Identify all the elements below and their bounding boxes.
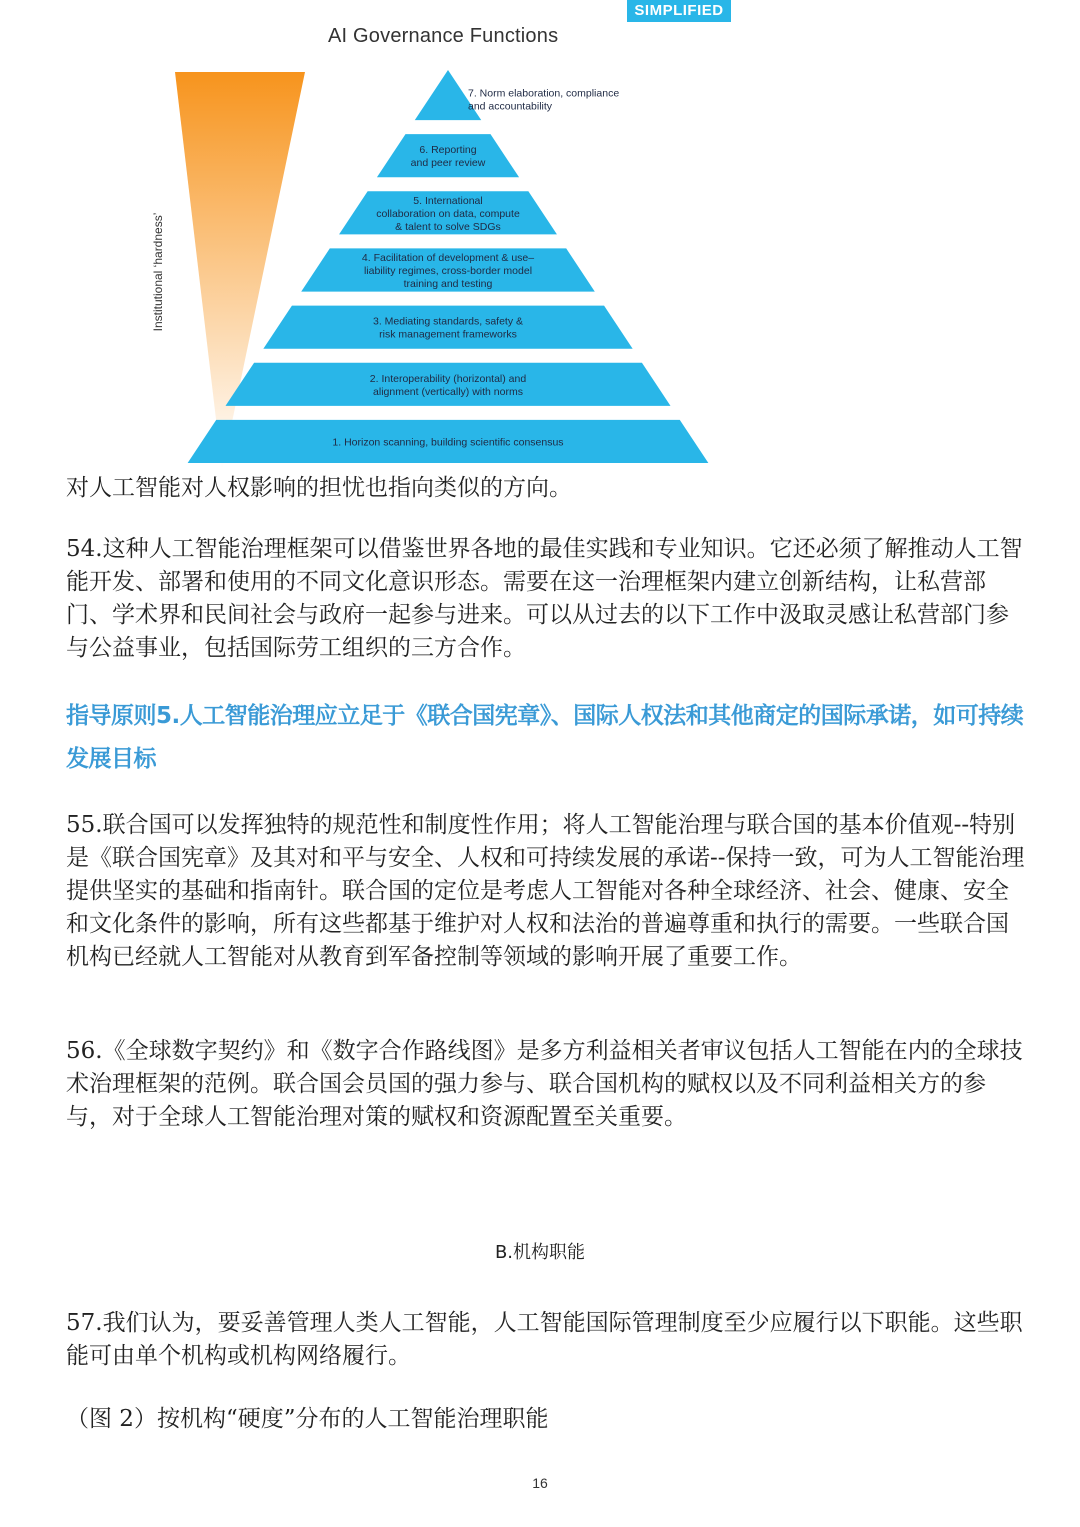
tier-3-label-line: risk management frameworks [379,328,517,341]
hardness-axis-label: Institutional ‘hardness’ [151,212,165,332]
tier-5-label-line: & talent to solve SDGs [395,220,501,233]
tier-5-label-line: collaboration on data, compute [376,207,520,220]
section-b-title: B.机构职能 [494,1242,586,1263]
guiding-principle-5-heading: 指导原则5.人工智能治理应立足于《联合国宪章》、国际人权法和其他商定的国际承诺，如可持续发展目标 [66,703,1024,772]
tier-2-label-line: 2. Interoperability (horizontal) and [369,372,527,385]
tier-6-label-line: 6. Reporting [419,144,477,157]
paragraph-56: 56.《全球数字契约》和《数字合作路线图》是多方利益相关者审议包括人工智能在内的全球技术治理框架的范例。联合国会员国的强力参与、联合国机构的赋权以及不同利益相关方的参与，对于全球人工智能治理对策的赋权和资源配置至关重要。 [66,1038,1023,1130]
governance-pyramid-figure [140,60,740,475]
figure-title: AI Governance Functions [328,25,559,47]
page-number: 16 [532,1475,548,1491]
tier-4-label-line: liability regimes, cross-border model [363,265,533,277]
tier-1-label-line: 1. Horizon scanning, building scientific consensus [332,436,564,449]
paragraph-55: 55.联合国可以发挥独特的规范性和制度性作用；将人工智能治理与联合国的基本价值观--特别是《联合国宪章》及其对和平与安全、人权和可持续发展的承诺--保持一致，可为人工智能治理提供坚实的基础和指南针。联合国的定位是考虑人工智能对各种全球经济、社会、健康、安全和文化条件的影响，所有这些都基于维护对人权和法治的普遍尊重和执行的需要。一些联合国机构已经就人工智能对从教育到军备控制等领域的影响开展了重要工作。 [66,812,1025,970]
tier-7-label-line: 7. Norm elaboration, compliance [468,87,620,100]
tier-5-label-line: 5. International [413,194,483,207]
tier-2-label-line: alignment (vertically) with norms [373,385,523,398]
hardness-gradient-wedge [175,72,305,470]
tier-3-label-line: 3. Mediating standards, safety & [373,315,523,328]
tier-6-label-line: and peer review [410,157,486,170]
paragraph-57: 57.我们认为，要妥善管理人类人工智能，人工智能国际管理制度至少应履行以下职能。这些职能可由单个机构或机构网络履行。 [66,1310,1023,1369]
tier-4-label-line: 4. Facilitation of development & use– [361,252,535,264]
figure-2-caption: （图 2）按机构“硬度”分布的人工智能治理职能 [66,1406,549,1432]
tier-4-label-line: training and testing [403,278,493,290]
simplified-badge: SIMPLIFIED [627,0,731,22]
paragraph-54: 54.这种人工智能治理框架可以借鉴世界各地的最佳实践和专业知识。它还必须了解推动人工智能开发、部署和使用的不同文化意识形态。需要在这一治理框架内建立创新结构，让私营部门、学术界和民间社会与政府一起参与进来。可以从过去的以下工作中汲取灵感让私营部门参与公益事业，包括国际劳工组织的三方合作。 [66,536,1023,661]
tier-7-label-line: and accountability [468,100,553,113]
paragraph-continuation: 对人工智能对人权影响的担忧也指向类似的方向。 [66,475,572,501]
